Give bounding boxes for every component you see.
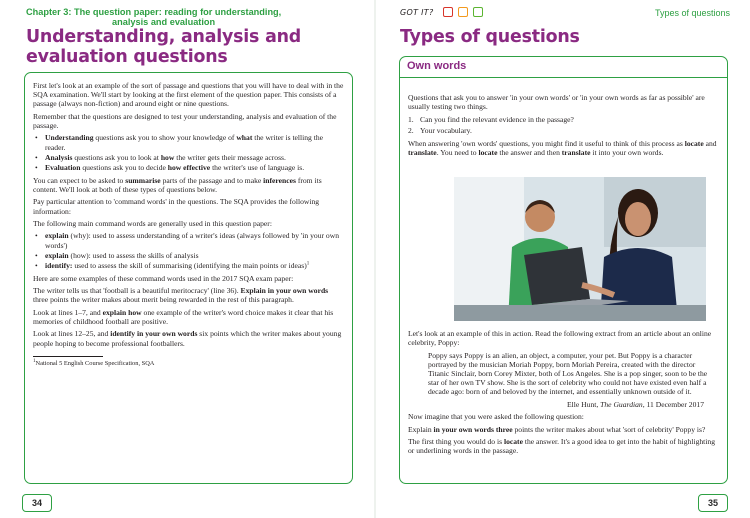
paragraph-locate-translate: When answering 'own words' questions, you might find it useful to think of this process as locate and translate. You need to locate the answer and then translate it into your own words. <box>408 139 717 158</box>
paragraph-remember: Remember that the questions are designed to test your understanding, analysis and evaluation of the passage. <box>33 111 337 130</box>
page-title-line-1: Understanding, analysis and <box>26 27 302 47</box>
body-text <box>33 81 345 368</box>
command-word-list <box>33 231 345 270</box>
paragraph-question: Explain in your own words three points the writer makes about what 'sort of celebrity' Poppy is? <box>408 424 706 434</box>
paragraph-example-intro: Let's look at an example of this in action. Read the following extract from an article about an online celebrity, Poppy: <box>408 329 712 348</box>
list-item: • explain (why): used to assess understanding of a writer's ideas (always followed by 'in your own words') <box>35 231 340 250</box>
content-box <box>24 72 353 484</box>
footnote: $^1$National 5 English Course Specification, SQA <box>33 358 155 367</box>
list-item: • identify: used to assess the skill of summarising (identifying the main points or ideas)$^1$ <box>35 261 310 271</box>
orange-checkbox-icon[interactable] <box>458 7 468 17</box>
own-words-box <box>399 56 728 484</box>
question-type-list <box>33 133 345 172</box>
got-it-label: GOT IT? <box>400 8 434 17</box>
list-item: • Analysis questions ask you to look at how the writer gets their message across. <box>35 152 286 162</box>
chapter-line-2: analysis and evaluation <box>112 17 216 27</box>
page-number: 35 <box>698 494 728 512</box>
students-laptop-photo <box>454 177 706 321</box>
paragraph-example-2: Look at lines 1–7, and explain how one example of the writer's word choice makes it clear that his memories of childhood football are positive. <box>33 307 334 326</box>
paragraph-examples-intro: Here are some examples of these command words used in the 2017 SQA exam paper: <box>33 273 294 283</box>
students-laptop-illustration <box>454 177 706 321</box>
paragraph-intro: First let's look at an example of the sort of passage and questions that you will have to deal with in the SQA examination. We'll start by looking at the first element of the question paper. This consists of a passage (always non-fiction) and around eight or nine questions. <box>33 81 344 109</box>
list-item: • Evaluation questions ask you to decide how effective the writer's use of language is. <box>35 163 305 173</box>
paragraph-command-list-intro: The following main command words are generally used in this question paper: <box>33 218 272 228</box>
paragraph-summarise: You can expect to be asked to summarise parts of the passage and to make inferences from its content. We'll look at both of these types of questions below. <box>33 175 322 194</box>
paragraph-locate-answer: The first thing you would do is locate the answer. It's a good idea to get into the habit of highlighting or underlining words in the passage. <box>408 436 715 456</box>
paragraph-own-words: Questions that ask you to answer 'in your own words' or 'in your own words as far as possible' are usually testing two things. <box>408 93 705 112</box>
footnote-marker: 1 <box>306 261 310 267</box>
chapter-line-1: Chapter 3: The question paper: reading for understanding, <box>26 7 282 17</box>
footnote-divider <box>33 356 103 357</box>
body-text-upper <box>408 93 720 161</box>
red-checkbox-icon[interactable] <box>443 7 453 17</box>
list-item: 2. Your vocabulary. <box>408 125 472 135</box>
running-header: Types of questions <box>654 8 730 18</box>
chapter-header <box>26 7 346 27</box>
paragraph-imagine: Now imagine that you were asked the following question: <box>408 412 584 422</box>
quote-attribution: Elle Hunt, The Guardian, 11 December 2017 <box>567 399 704 409</box>
green-checkbox-icon[interactable] <box>473 7 483 17</box>
paragraph-example-1: The writer tells us that 'football is a beautiful meritocracy' (line 36). Explain in your own words three points the writer makes about merit being rewarded in the rest of this paragraph. <box>33 286 329 305</box>
paragraph-command-words: Pay particular attention to 'command words' in the questions. The SQA provides the following information: <box>33 197 320 216</box>
extract-quote: Poppy says Poppy is an alien, an object, a computer, your pet. But Poppy is a character portrayed by the musician Moriah Poppy, born Moriah Pereira, created with the director Titanic Sinclair, born Corey Mixter, both of Los Angeles. She is a pop singer, soon to be the star of her own TV show. She is the sort of celebrity who could not have existed even half a decade ago: born of and beloved by the internet, and essentially unknown outside of it. <box>428 350 708 397</box>
list-item: • explain (how): used to assess the skills of analysis <box>35 250 199 260</box>
right-page <box>375 0 750 518</box>
page-title <box>26 27 356 67</box>
box-title: Own words <box>400 57 727 78</box>
page-title-line-2: evaluation questions <box>26 47 228 67</box>
list-item: 1. Can you find the relevant evidence in the passage? <box>408 114 574 124</box>
page-number: 34 <box>22 494 52 512</box>
paragraph-example-3: Look at lines 12–25, and identify in your own words six points which the writer makes about young people hoping to become professional footballers. <box>33 329 342 348</box>
list-item: • Understanding questions ask you to show your knowledge of what the writer is telling the reader. <box>35 133 324 152</box>
body-text-lower <box>408 329 720 459</box>
page-title: Types of questions <box>400 27 580 47</box>
